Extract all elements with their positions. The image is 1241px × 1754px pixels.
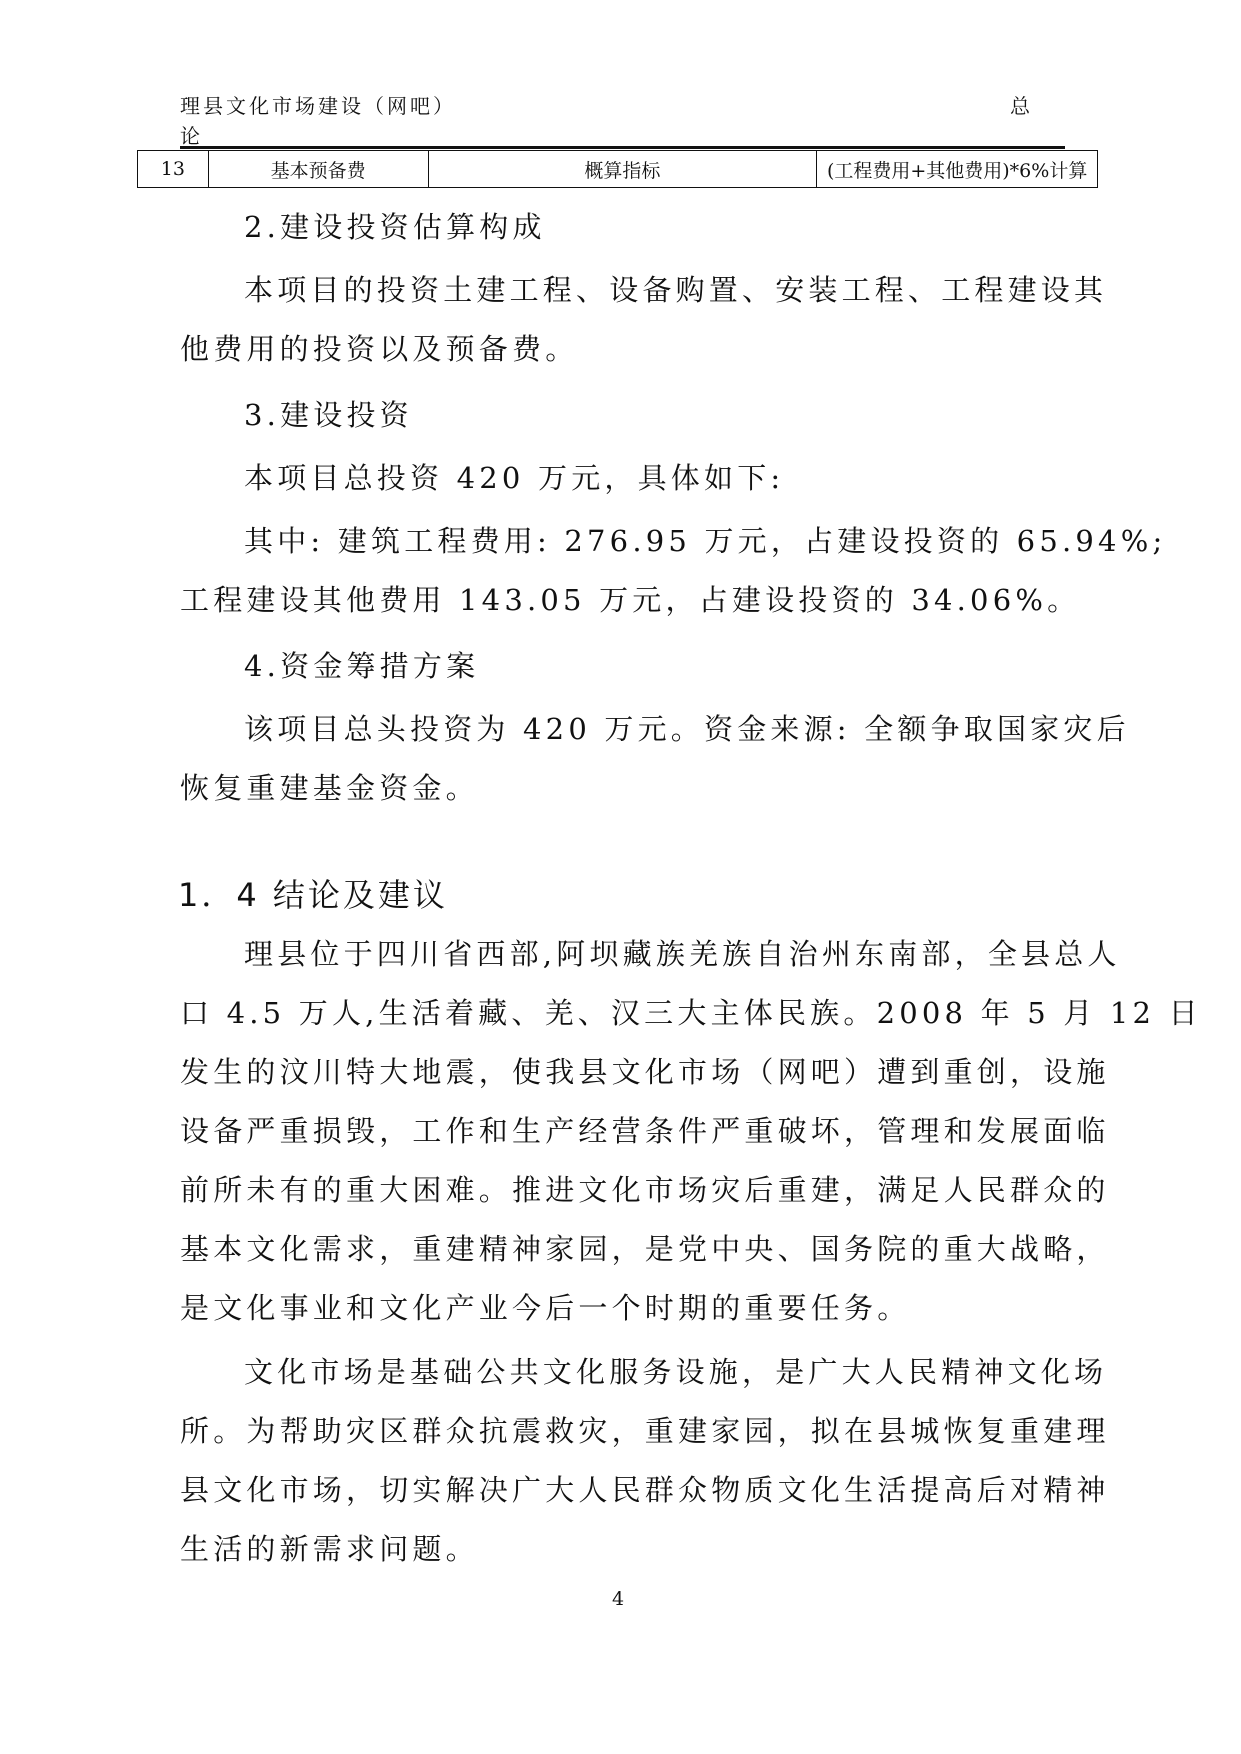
paragraph-line: 本项目总投资 420 万元，具体如下: (244, 461, 785, 495)
table-cell-index: 13 (138, 151, 209, 188)
paragraph-line: 生活的新需求问题。 (180, 1532, 479, 1566)
paragraph-line: 恢复重建基金资金。 (180, 771, 479, 805)
paragraph-line: 设备严重损毁，工作和生产经营条件严重破坏，管理和发展面临 (180, 1114, 1110, 1148)
running-header-title: 理县文化市场建设（网吧） (180, 94, 456, 118)
paragraph-line: 本项目的投资土建工程、设备购置、安装工程、工程建设其 (244, 273, 1108, 307)
paragraph-line: 他费用的投资以及预备费。 (180, 332, 579, 366)
table-cell-method: (工程费用+其他费用)*6%计算 (817, 151, 1098, 188)
section-title: 1．4 结论及建议 (178, 876, 448, 914)
paragraph-line: 县文化市场，切实解决广大人民群众物质文化生活提高后对精神 (180, 1473, 1110, 1507)
paragraph-line: 所。为帮助灾区群众抗震救灾，重建家园，拟在县城恢复重建理 (180, 1414, 1110, 1448)
table-cell-item: 基本预备费 (208, 151, 428, 188)
paragraph-line: 其中: 建筑工程费用: 276.95 万元，占建设投资的 65.94%; (244, 524, 1167, 558)
page-number: 4 (612, 1588, 625, 1610)
paragraph-line: 发生的汶川特大地震，使我县文化市场（网吧）遭到重创，设施 (180, 1055, 1110, 1089)
subheading-funding-plan: 4.资金筹措方案 (244, 649, 480, 683)
header-rule (180, 146, 1065, 149)
paragraph-line: 该项目总头投资为 420 万元。资金来源: 全额争取国家灾后 (244, 712, 1130, 746)
paragraph-line: 理县位于四川省西部,阿坝藏族羌族自治州东南部，全县总人 (244, 937, 1121, 971)
paragraph-line: 口 4.5 万人,生活着藏、羌、汉三大主体民族。2008 年 5 月 12 日 (180, 996, 1202, 1030)
running-header-right: 总 (1010, 94, 1030, 118)
fee-table (137, 150, 1098, 188)
paragraph-line: 基本文化需求，重建精神家园，是党中央、国务院的重大战略， (180, 1232, 1110, 1266)
subheading-investment-composition: 2.建设投资估算构成 (244, 210, 546, 244)
paragraph-line: 工程建设其他费用 143.05 万元，占建设投资的 34.06%。 (180, 583, 1081, 617)
running-header-title-wrap: 论 (180, 124, 200, 148)
table-row (138, 151, 1098, 188)
paragraph-line: 是文化事业和文化产业今后一个时期的重要任务。 (180, 1291, 911, 1325)
subheading-construction-investment: 3.建设投资 (244, 398, 413, 432)
table-cell-basis: 概算指标 (428, 151, 817, 188)
paragraph-line: 前所未有的重大困难。推进文化市场灾后重建，满足人民群众的 (180, 1173, 1110, 1207)
paragraph-line: 文化市场是基础公共文化服务设施，是广大人民精神文化场 (244, 1355, 1108, 1389)
